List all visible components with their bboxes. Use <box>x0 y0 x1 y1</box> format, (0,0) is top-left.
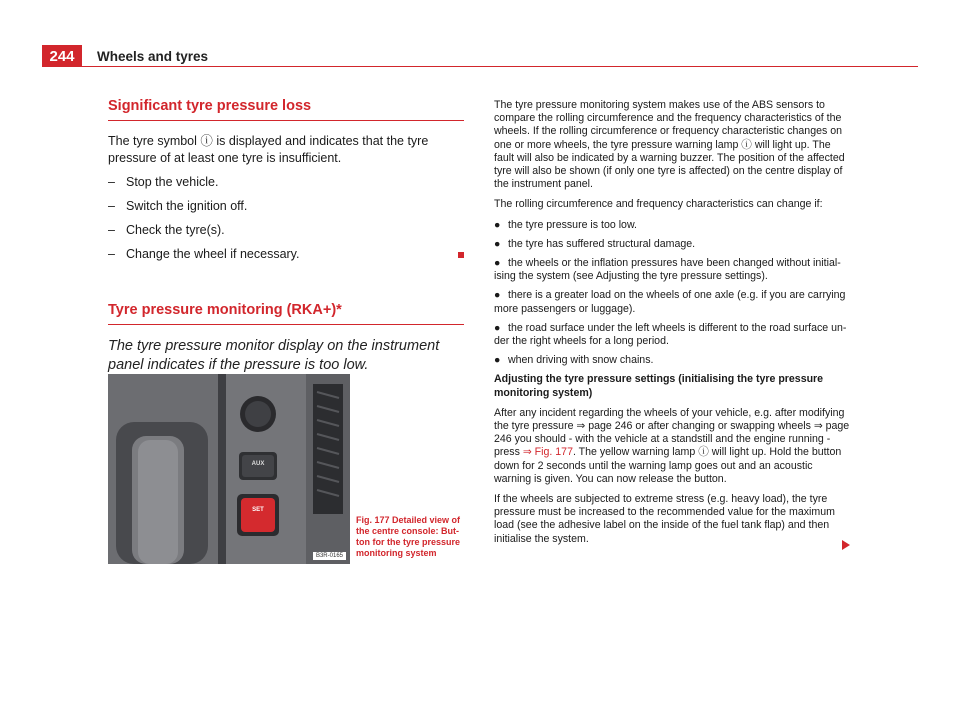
centre-console-figure <box>108 374 350 564</box>
step-item: – Check the tyre(s). <box>108 223 225 237</box>
adjusting-subheading: Adjusting the tyre pressure settings (initialising the tyre pressure monitoring system) <box>494 373 824 399</box>
list-item: ● the wheels or the inflation pressures have been changed without initialising the system (see Adjusting the tyre pressure settings). <box>494 257 841 283</box>
list-item: ● there is a greater load on the wheels of one axle (e.g. if you are carrying more passengers or luggage). <box>494 289 846 315</box>
list-item: ● the road surface under the left wheels is different to the road surface under the right wheels for a long period. <box>494 321 847 348</box>
header-rule <box>82 66 918 67</box>
figure-caption: Fig. 177 Detailed view of the centre console: Button for the tyre pressure monitoring system <box>356 515 461 558</box>
figure-code: B3R-0165 <box>313 552 346 560</box>
steps-list <box>108 174 464 262</box>
continue-arrow-icon <box>842 540 850 550</box>
section-heading-pressure-loss: Significant tyre pressure loss <box>108 98 464 121</box>
chapter-title: Wheels and tyres <box>97 49 209 64</box>
step-item: – Stop the vehicle. <box>108 175 219 189</box>
left-column <box>108 98 464 375</box>
right-paragraph-4: If the wheels are subjected to extreme stress (e.g. heavy load), the tyre pressure must be increased to the recommended value for the maximum load (see the adhesive label on the inside of the fuel tank flap) and then initialise the system. <box>494 493 835 545</box>
right-paragraph-2: The rolling circumference and frequency characteristics can change if: <box>494 198 823 211</box>
pressure-loss-text: The tyre symbol ⓘ is displayed and indicates that the tyre pressure of at least one tyre is insufficient. <box>108 134 429 165</box>
page-number: 244 <box>42 45 82 67</box>
section-heading-monitoring: Tyre pressure monitoring (RKA+)* <box>108 302 464 325</box>
list-item: ● when driving with snow chains. <box>494 354 654 367</box>
right-paragraph-1: The tyre pressure monitoring system makes use of the ABS sensors to compare the rolling circumference and the frequency characteristics of the wheels. If the rolling circumference or frequency characteristic changes on one or more wheels, the tyre pressure warning lamp ⓘ will light up. The fault will also be indicated by a warning buzzer. The position of the affected tyre will also be shown (if only one tyre is affected) on the centre display of the instrument panel. <box>494 99 845 191</box>
section-end-marker <box>458 252 464 258</box>
list-item: ● the tyre pressure is too low. <box>494 218 637 231</box>
centre-console-illustration <box>108 374 350 564</box>
list-item: ● the tyre has suffered structural damage. <box>494 237 696 250</box>
figure-reference-link[interactable]: ⇒ Fig. 177 <box>522 446 573 459</box>
monitoring-intro: The tyre pressure monitor display on the instrument panel indicates if the pressure is too low. <box>108 338 440 373</box>
set-button-label: SET <box>252 507 264 513</box>
step-item: – Switch the ignition off. <box>108 199 248 213</box>
conditions-list <box>494 219 850 368</box>
right-paragraph-3: After any incident regarding the wheels of your vehicle, e.g. after modifying the tyre pressure ⇒ page 246 or after changing or swapping wheels ⇒ page 246 you should - with the vehicle at a standstill and the engine running - press ⇒ Fig. 177. The yellow warning lamp ⓘ will light up. Hold the button down for 2 seconds until the warning lamp goes out and an acoustic warning is given. You can now release the button. <box>494 406 850 485</box>
right-column <box>494 99 850 553</box>
step-item: – Change the wheel if necessary. <box>108 247 300 261</box>
aux-button-label: AUX <box>251 461 265 467</box>
